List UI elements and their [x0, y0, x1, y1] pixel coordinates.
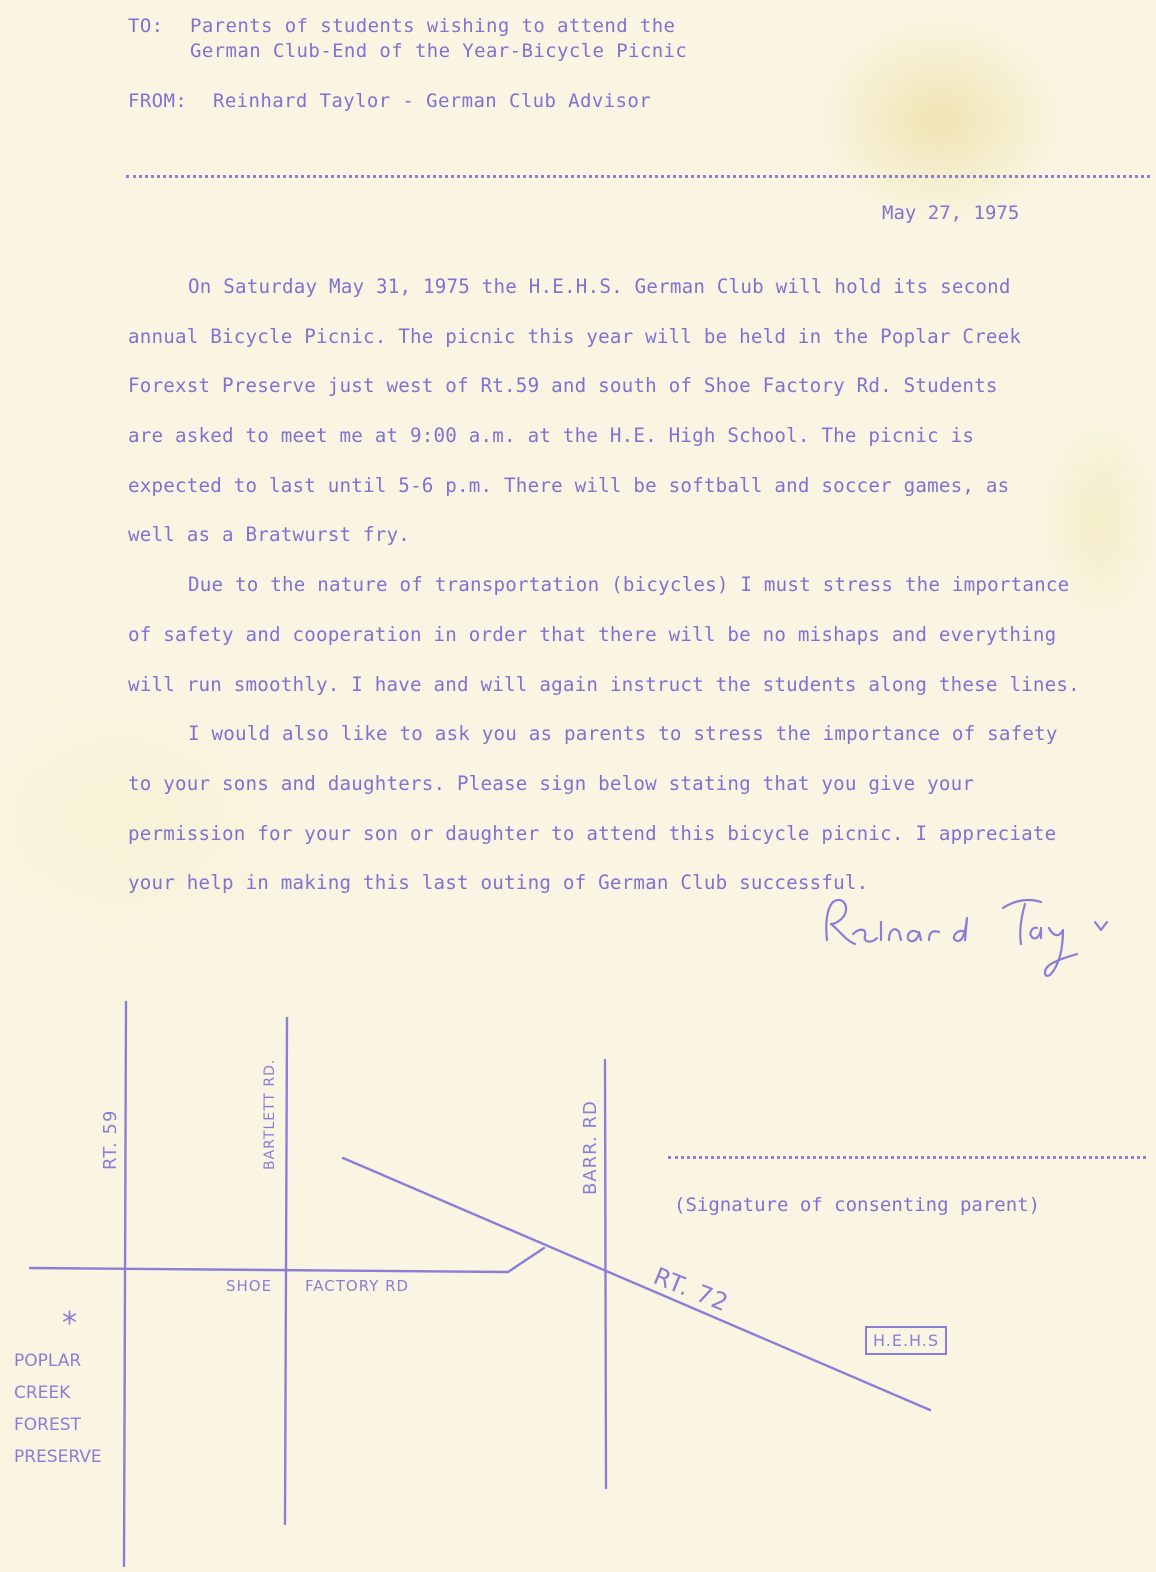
poplar-line: PRESERVE	[14, 1447, 102, 1467]
label-rt72: RT. 72	[649, 1262, 733, 1318]
body-line: On Saturday May 31, 1975 the H.E.H.S. German Club will hold its second	[188, 275, 1011, 298]
poplar-line: CREEK	[14, 1383, 71, 1403]
label-poplar-creek	[14, 1345, 102, 1473]
body-line: to your sons and daughters. Please sign below stating that you give your	[128, 771, 975, 795]
body-line: expected to last until 5-6 p.m. There will be softball and soccer games, as	[128, 473, 1010, 497]
body-line: of safety and cooperation in order that there will be no mishaps and everything	[128, 622, 1057, 646]
label-bartlett: BARTLETT RD.	[262, 1058, 278, 1170]
body-line: your help in making this last outing of German Club successful.	[128, 871, 869, 895]
road-barr	[605, 1060, 606, 1488]
location-star-icon: *	[62, 1306, 77, 1341]
body-line: annual Bicycle Picnic. The picnic this year will be held in the Poplar Creek	[128, 324, 1022, 348]
letter-date: May 27, 1975	[882, 202, 1020, 224]
body-line: I would also like to ask you as parents to stress the importance of safety	[188, 722, 1058, 746]
to-label: TO:	[128, 15, 164, 37]
road-rt59	[124, 1002, 126, 1566]
label-shoe: SHOE	[226, 1277, 273, 1295]
body-line: well as a Bratwurst fry.	[128, 523, 411, 547]
poplar-line: POPLAR	[14, 1351, 82, 1371]
from-label: FROM:	[128, 90, 188, 112]
body-line: Forexst Preserve just west of Rt.59 and south of Shoe Factory Rd. Students	[128, 374, 998, 398]
from-text: Reinhard Taylor - German Club Advisor	[213, 90, 652, 112]
body-line: permission for your son or daughter to attend this bicycle picnic. I appreciate	[128, 821, 1057, 845]
poplar-line: FOREST	[14, 1415, 81, 1435]
to-text-2: German Club-End of the Year-Bicycle Picnic	[190, 40, 688, 62]
body-line: are asked to meet me at 9:00 a.m. at the H.E. High School. The picnic is	[128, 424, 975, 448]
label-factory: FACTORY RD	[305, 1277, 410, 1295]
to-text-1: Parents of students wishing to attend the	[190, 15, 676, 37]
label-hehs: H.E.H.S	[865, 1326, 947, 1355]
body-line: Due to the nature of transportation (bicycles) I must stress the importance	[188, 573, 1070, 597]
parent-signature-line[interactable]	[668, 1156, 1146, 1159]
label-barr: BARR. RD	[580, 1100, 601, 1195]
label-rt59: RT. 59	[100, 1109, 121, 1170]
body-line: will run smoothly. I have and will again instruct the students along these lines.	[128, 672, 1080, 696]
signature-caption: (Signature of consenting parent)	[674, 1194, 1041, 1216]
